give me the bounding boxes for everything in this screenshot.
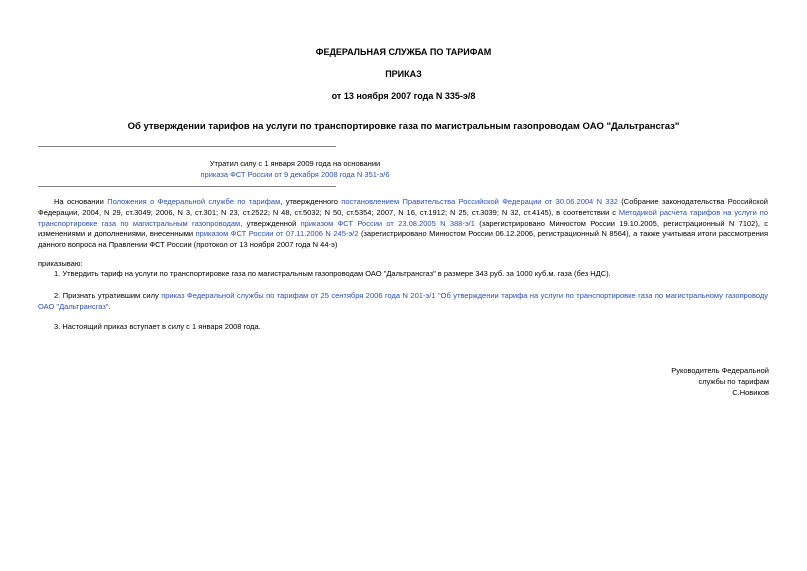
- order-item-2: [38, 291, 768, 313]
- preamble-text: (зарегистрировано Минюстом России 06.12.2006, регистрационный N 8564), а также учитывая итоги рассмотрения данного вопроса на Правлении ФСТ России (протокол от 13 ноября 2007 года N 44-э): [38, 229, 769, 250]
- link-regulation[interactable]: Положения о Федеральной службе по тарифам: [107, 197, 281, 206]
- signature-position-2: службы по тарифам: [698, 377, 769, 386]
- repeal-note-link[interactable]: приказа ФСТ России от 9 декабря 2008 года N 351-э/6: [200, 170, 390, 179]
- link-order-245[interactable]: приказом ФСТ России от 07.11.2006 N 245-э/2: [195, 229, 359, 239]
- repeal-note: [38, 158, 444, 180]
- preamble-text: (Собрание законодательства Российской Федерации, 2004, N 29, ст.3049; 2006, N 3, ст.301; N 23, ст.2522; N 48, ст.5032; N 50, ст.5354; 2007, N 16, ст.1912; N 25, ст.3039; N 32, ст.4145), в соответствии с: [38, 197, 768, 217]
- agency-name: ФЕДЕРАЛЬНАЯ СЛУЖБА ПО ТАРИФАМ: [315, 47, 492, 57]
- preamble-text: , утвержденного: [280, 197, 342, 206]
- link-order-201[interactable]: приказ Федеральной службы по тарифам от 25 сентября 2006 года N 201-э/1 "Об утверждении тарифа на услуги по транспортировке газа по магистральному газопроводу ОАО "Дальтрансгаз": [38, 291, 768, 311]
- link-methodology[interactable]: Методикой расчета тарифов на услуги по транспортировке газа по магистральным газопроводам: [38, 207, 768, 228]
- doc-date-number: от 13 ноября 2007 года N 335-э/8: [331, 91, 476, 101]
- signature-position-1: Руководитель Федеральной: [671, 366, 769, 375]
- signature-name: С.Новиков: [732, 388, 769, 397]
- doc-title: Об утверждении тарифов на услуги по транспортировке газа по магистральным газопроводам ОАО "Дальтрансгаз": [127, 121, 680, 132]
- link-government-decree[interactable]: постановлением Правительства Российской Федерации от 30.06.2004 N 332: [341, 197, 618, 206]
- doc-type: ПРИКАЗ: [385, 69, 422, 79]
- bottom-divider: [38, 186, 336, 187]
- preamble-paragraph: [38, 197, 768, 251]
- preamble-text: (зарегистрировано Минюстом России 19.10.2005, регистрационный N 7102), с изменениями и дополнениями, внесенными: [38, 218, 769, 239]
- order-item-2-end: .: [108, 301, 111, 311]
- order-item-2-text: 2. Признать утратившим силу: [54, 291, 162, 300]
- orders-label: приказываю:: [38, 259, 83, 268]
- preamble-text: , утвержденной: [240, 218, 301, 228]
- order-item-1: 1. Утвердить тариф на услуги по транспортировке газа по магистральным газопроводам ОАО "Дальтрансгаз" в размере 343 руб. за 1000 куб.м. газа (без НДС).: [54, 269, 611, 278]
- signature-block: [671, 365, 769, 398]
- order-item-3: 3. Настоящий приказ вступает в силу с 1 января 2008 года.: [54, 322, 261, 331]
- repeal-note-text: Утратил силу с 1 января 2009 года на основании: [209, 159, 381, 168]
- link-order-388[interactable]: приказом ФСТ России от 23.08.2005 N 388-э/1: [300, 218, 475, 228]
- top-divider: [38, 146, 336, 147]
- preamble-text: На основании: [54, 197, 108, 206]
